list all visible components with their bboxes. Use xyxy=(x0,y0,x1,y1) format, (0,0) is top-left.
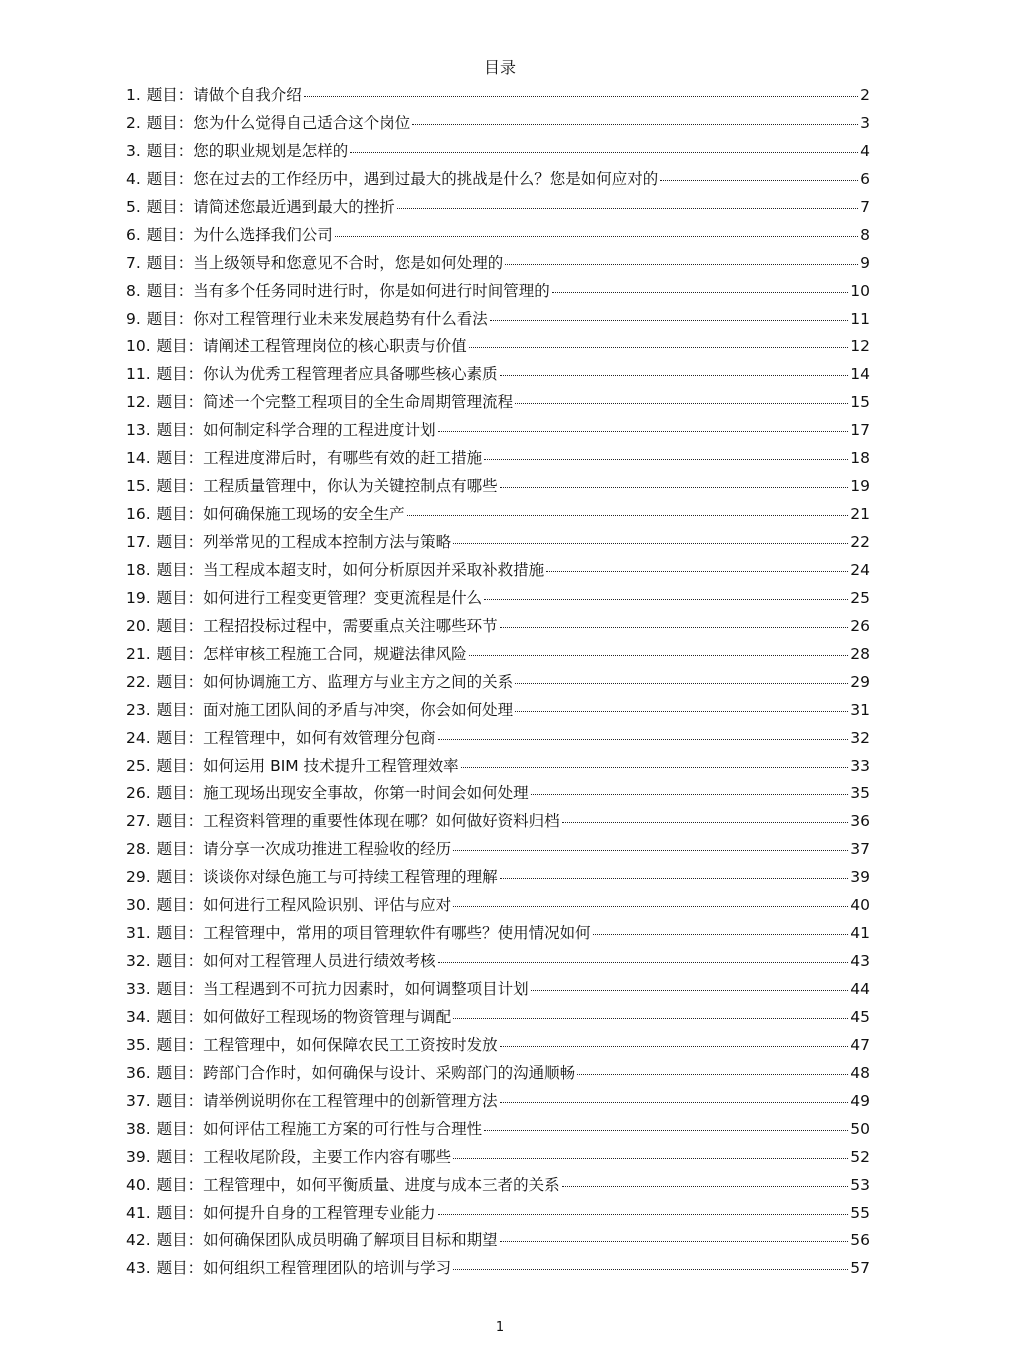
toc-entry-number: 37. xyxy=(126,1091,151,1110)
toc-dot-leader xyxy=(546,571,848,572)
toc-entry-page: 39 xyxy=(850,868,870,887)
toc-entry[interactable] xyxy=(126,1145,870,1173)
toc-entry-title: 题目：您的职业规划是怎样的 xyxy=(146,141,349,160)
toc-entry-page: 37 xyxy=(850,840,870,859)
toc-entry-page: 12 xyxy=(850,337,870,356)
toc-entry-number: 18. xyxy=(126,560,151,579)
toc-entry[interactable] xyxy=(126,474,870,502)
toc-entry-page: 47 xyxy=(850,1035,870,1054)
toc-entry[interactable] xyxy=(126,921,870,949)
toc-entry[interactable] xyxy=(126,698,870,726)
toc-entry-page: 55 xyxy=(850,1203,870,1222)
toc-dot-leader xyxy=(304,96,858,97)
toc-entry-title: 题目：工程招投标过程中，需要重点关注哪些环节 xyxy=(156,616,498,635)
toc-dot-leader xyxy=(350,152,858,153)
toc-entry[interactable] xyxy=(126,977,870,1005)
toc-entry-page: 48 xyxy=(850,1063,870,1082)
toc-entry-title: 题目：工程管理中，如何保障农民工工资按时发放 xyxy=(156,1035,498,1054)
toc-entry[interactable] xyxy=(126,279,870,307)
toc-entry[interactable] xyxy=(126,949,870,977)
toc-entry-page: 15 xyxy=(850,393,870,412)
toc-dot-leader xyxy=(500,1241,849,1242)
toc-entry-title: 题目：工程管理中，常用的项目管理软件有哪些？使用情况如何 xyxy=(156,924,591,943)
toc-dot-leader xyxy=(453,1269,848,1270)
toc-entry-page: 4 xyxy=(860,141,870,160)
toc-entry-page: 25 xyxy=(850,588,870,607)
toc-entry-title: 题目：如何确保施工现场的安全生产 xyxy=(156,505,405,524)
toc-dot-leader xyxy=(438,431,849,432)
toc-entry-number: 14. xyxy=(126,449,151,468)
toc-entry-number: 31. xyxy=(126,924,151,943)
toc-entry[interactable] xyxy=(126,809,870,837)
toc-entry-title: 题目：施工现场出现安全事故，你第一时间会如何处理 xyxy=(156,784,529,803)
toc-entry-title: 题目：如何确保团队成员明确了解项目目标和期望 xyxy=(156,1231,498,1250)
toc-entry-title: 题目：您在过去的工作经历中，遇到过最大的挑战是什么？您是如何应对的 xyxy=(146,169,659,188)
toc-entry[interactable] xyxy=(126,558,870,586)
toc-dot-leader xyxy=(438,962,849,963)
toc-entry[interactable] xyxy=(126,195,870,223)
toc-entry[interactable] xyxy=(126,614,870,642)
toc-entry-title: 题目：当工程成本超支时，如何分析原因并采取补救措施 xyxy=(156,560,545,579)
toc-entry-title: 题目：如何对工程管理人员进行绩效考核 xyxy=(156,952,436,971)
toc-entry-number: 3. xyxy=(126,141,141,160)
toc-entry-number: 1. xyxy=(126,86,141,104)
toc-entry-page: 26 xyxy=(850,616,870,635)
toc-dot-leader xyxy=(453,906,848,907)
toc-entry[interactable] xyxy=(126,307,870,335)
toc-entry[interactable] xyxy=(126,530,870,558)
toc-dot-leader xyxy=(461,767,849,768)
toc-entry-number: 36. xyxy=(126,1063,151,1082)
toc-entry-title: 题目：怎样审核工程施工合同，规避法律风险 xyxy=(156,644,467,663)
toc-entry-title: 题目：工程收尾阶段，主要工作内容有哪些 xyxy=(156,1147,452,1166)
toc-entry[interactable] xyxy=(126,418,870,446)
toc-entry[interactable] xyxy=(126,1089,870,1117)
toc-entry-number: 30. xyxy=(126,896,151,915)
toc-dot-leader xyxy=(453,850,848,851)
toc-entry-number: 29. xyxy=(126,868,151,887)
toc-entry-number: 22. xyxy=(126,672,151,691)
toc-entry[interactable] xyxy=(126,1201,870,1229)
toc-entry[interactable] xyxy=(126,390,870,418)
toc-entry-page: 35 xyxy=(850,784,870,803)
toc-entry[interactable] xyxy=(126,781,870,809)
toc-entry-number: 15. xyxy=(126,477,151,496)
toc-entry-title: 题目：如何提升自身的工程管理专业能力 xyxy=(156,1203,436,1222)
toc-entry-page: 7 xyxy=(860,197,870,216)
toc-title: 目录 xyxy=(483,58,516,77)
toc-entry-page: 14 xyxy=(850,365,870,384)
toc-entry-title: 题目：请做个自我介绍 xyxy=(146,86,302,104)
toc-entry-title: 题目：列举常见的工程成本控制方法与策略 xyxy=(156,533,452,551)
toc-dot-leader xyxy=(515,403,848,404)
toc-entry[interactable] xyxy=(126,251,870,279)
toc-entry-page: 56 xyxy=(850,1231,870,1250)
toc-entry[interactable] xyxy=(126,139,870,167)
toc-entry-number: 40. xyxy=(126,1175,151,1194)
toc-entry[interactable] xyxy=(126,1005,870,1033)
toc-entry-title: 题目：如何进行工程变更管理？变更流程是什么 xyxy=(156,588,483,607)
toc-entry-number: 24. xyxy=(126,728,151,747)
toc-entry-number: 10. xyxy=(126,337,151,356)
toc-dot-leader xyxy=(453,1018,848,1019)
toc-entry-page: 57 xyxy=(850,1259,870,1278)
toc-dot-leader xyxy=(335,236,858,237)
toc-entry-number: 26. xyxy=(126,784,151,803)
toc-entry-page: 22 xyxy=(850,533,870,551)
toc-dot-leader xyxy=(490,320,848,321)
toc-dot-leader xyxy=(484,459,848,460)
toc-dot-leader xyxy=(500,878,849,879)
toc-entry-number: 41. xyxy=(126,1203,151,1222)
toc-entry-title: 题目：如何制定科学合理的工程进度计划 xyxy=(156,421,436,440)
toc-entry[interactable] xyxy=(126,223,870,251)
toc-dot-leader xyxy=(397,208,858,209)
toc-entry[interactable] xyxy=(126,837,870,865)
toc-entry-page: 3 xyxy=(860,113,870,132)
toc-dot-leader xyxy=(438,739,849,740)
toc-dot-leader xyxy=(531,990,849,991)
toc-entry-page: 31 xyxy=(850,700,870,719)
toc-entry-title: 题目：工程进度滞后时，有哪些有效的赶工措施 xyxy=(156,449,483,468)
toc-entry-title: 题目：当工程遇到不可抗力因素时，如何调整项目计划 xyxy=(156,980,529,998)
toc-entry-number: 11. xyxy=(126,365,151,384)
toc-entry-title: 题目：当上级领导和您意见不合时，您是如何处理的 xyxy=(146,253,504,272)
toc-entry-number: 27. xyxy=(126,812,151,831)
toc-dot-leader xyxy=(500,375,849,376)
toc-entry[interactable] xyxy=(126,1033,870,1061)
toc-entry-number: 13. xyxy=(126,421,151,440)
toc-entry-number: 38. xyxy=(126,1119,151,1138)
toc-entry-number: 12. xyxy=(126,393,151,412)
toc-entry[interactable] xyxy=(126,670,870,698)
toc-entry[interactable] xyxy=(126,502,870,530)
toc-dot-leader xyxy=(500,1046,849,1047)
toc-entry-title: 题目：当有多个任务同时进行时，你是如何进行时间管理的 xyxy=(146,281,550,300)
toc-entry-title: 题目：如何运用 BIM 技术提升工程管理效率 xyxy=(156,756,459,775)
toc-entry-title: 题目：工程管理中，如何平衡质量、进度与成本三者的关系 xyxy=(156,1175,560,1194)
toc-dot-leader xyxy=(593,934,849,935)
toc-entry-title: 题目：请简述您最近遇到最大的挫折 xyxy=(146,197,395,216)
toc-entry-number: 2. xyxy=(126,113,141,132)
toc-entry-page: 2 xyxy=(860,86,870,104)
toc-entry-number: 21. xyxy=(126,644,151,663)
toc-dot-leader xyxy=(469,655,849,656)
toc-entry-title: 题目：请分享一次成功推进工程验收的经历 xyxy=(156,840,452,859)
toc-dot-leader xyxy=(412,124,858,125)
toc-entry-title: 题目：如何协调施工方、监理方与业主方之间的关系 xyxy=(156,672,514,691)
toc-entry-number: 16. xyxy=(126,505,151,524)
toc-entry-page: 32 xyxy=(850,728,870,747)
toc-entry-number: 4. xyxy=(126,169,141,188)
toc-entry[interactable] xyxy=(126,362,870,390)
toc-entry[interactable] xyxy=(126,1117,870,1145)
toc-entry[interactable] xyxy=(126,1256,870,1284)
toc-entry-number: 8. xyxy=(126,281,141,300)
toc-entry[interactable] xyxy=(126,1228,870,1256)
toc-dot-leader xyxy=(515,711,848,712)
toc-entry[interactable] xyxy=(126,1173,870,1201)
toc-entry-title: 题目：面对施工团队间的矛盾与冲突，你会如何处理 xyxy=(156,700,514,719)
toc-entry-title: 题目：简述一个完整工程项目的全生命周期管理流程 xyxy=(156,393,514,412)
toc-entry-number: 39. xyxy=(126,1147,151,1166)
toc-entry-page: 8 xyxy=(860,225,870,244)
toc-entry-title: 题目：如何组织工程管理团队的培训与学习 xyxy=(156,1259,452,1278)
toc-dot-leader xyxy=(453,543,848,544)
toc-entry[interactable] xyxy=(126,111,870,139)
toc-entry-page: 44 xyxy=(850,980,870,998)
toc-entry-number: 23. xyxy=(126,700,151,719)
toc-dot-leader xyxy=(469,347,849,348)
toc-entry-title: 题目：请阐述工程管理岗位的核心职责与价值 xyxy=(156,337,467,356)
toc-entry-number: 7. xyxy=(126,253,141,272)
toc-entry-page: 53 xyxy=(850,1175,870,1194)
toc-entry-page: 52 xyxy=(850,1147,870,1166)
toc-entry-number: 9. xyxy=(126,309,141,328)
toc-entry[interactable] xyxy=(126,446,870,474)
toc-entry-page: 29 xyxy=(850,672,870,691)
toc-entry[interactable] xyxy=(126,586,870,614)
toc-dot-leader xyxy=(562,1186,849,1187)
toc-entry-page: 11 xyxy=(850,309,870,328)
toc-entry[interactable] xyxy=(126,754,870,782)
toc-entry-number: 42. xyxy=(126,1231,151,1250)
toc-entry-title: 题目：谈谈你对绿色施工与可持续工程管理的理解 xyxy=(156,868,498,887)
toc-dot-leader xyxy=(407,515,849,516)
toc-entry-page: 33 xyxy=(850,756,870,775)
toc-entry-number: 6. xyxy=(126,225,141,244)
toc-entry-title: 题目：如何做好工程现场的物资管理与调配 xyxy=(156,1007,452,1026)
toc-dot-leader xyxy=(562,822,849,823)
toc-entry-number: 35. xyxy=(126,1035,151,1054)
toc-entry-number: 28. xyxy=(126,840,151,859)
toc-entry-title: 题目：工程管理中，如何有效管理分包商 xyxy=(156,728,436,747)
toc-entry-page: 17 xyxy=(850,421,870,440)
toc-entry-page: 49 xyxy=(850,1091,870,1110)
toc-entry-title: 题目：工程资料管理的重要性体现在哪？如何做好资料归档 xyxy=(156,812,560,831)
toc-entry-title: 题目：请举例说明你在工程管理中的创新管理方法 xyxy=(156,1091,498,1110)
toc-list xyxy=(126,83,870,1284)
toc-entry-number: 25. xyxy=(126,756,151,775)
page-number: 1 xyxy=(495,1320,505,1335)
toc-dot-leader xyxy=(438,1214,849,1215)
toc-entry-page: 28 xyxy=(850,644,870,663)
toc-entry-number: 19. xyxy=(126,588,151,607)
toc-entry-title: 题目：如何进行工程风险识别、评估与应对 xyxy=(156,896,452,915)
toc-entry-number: 33. xyxy=(126,980,151,998)
toc-entry-page: 19 xyxy=(850,477,870,496)
toc-entry-number: 34. xyxy=(126,1007,151,1026)
toc-entry-title: 题目：为什么选择我们公司 xyxy=(146,225,333,244)
toc-entry-page: 36 xyxy=(850,812,870,831)
toc-entry-page: 50 xyxy=(850,1119,870,1138)
toc-dot-leader xyxy=(484,599,848,600)
toc-entry-page: 40 xyxy=(850,896,870,915)
toc-entry[interactable] xyxy=(126,893,870,921)
toc-dot-leader xyxy=(577,1074,848,1075)
toc-entry-number: 32. xyxy=(126,952,151,971)
toc-dot-leader xyxy=(552,292,848,293)
toc-entry[interactable] xyxy=(126,83,870,111)
toc-entry[interactable] xyxy=(126,334,870,362)
toc-entry-page: 6 xyxy=(860,169,870,188)
toc-entry-page: 45 xyxy=(850,1007,870,1026)
toc-dot-leader xyxy=(505,264,858,265)
toc-entry-page: 24 xyxy=(850,560,870,579)
toc-entry-page: 43 xyxy=(850,952,870,971)
toc-entry-number: 5. xyxy=(126,197,141,216)
toc-entry-title: 题目：工程质量管理中，你认为关键控制点有哪些 xyxy=(156,477,498,496)
toc-entry-title: 题目：如何评估工程施工方案的可行性与合理性 xyxy=(156,1119,483,1138)
toc-entry-page: 9 xyxy=(860,253,870,272)
toc-dot-leader xyxy=(453,1158,848,1159)
toc-entry-number: 17. xyxy=(126,533,151,551)
toc-dot-leader xyxy=(500,487,849,488)
toc-entry-number: 20. xyxy=(126,616,151,635)
toc-entry-page: 41 xyxy=(850,924,870,943)
toc-dot-leader xyxy=(500,1102,849,1103)
toc-entry-title: 题目：跨部门合作时，如何确保与设计、采购部门的沟通顺畅 xyxy=(156,1063,576,1082)
toc-entry-page: 21 xyxy=(850,505,870,524)
toc-dot-leader xyxy=(531,794,849,795)
toc-dot-leader xyxy=(515,683,848,684)
toc-entry[interactable] xyxy=(126,642,870,670)
toc-dot-leader xyxy=(500,627,849,628)
toc-entry-page: 18 xyxy=(850,449,870,468)
toc-entry[interactable] xyxy=(126,167,870,195)
toc-entry-number: 43. xyxy=(126,1259,151,1278)
toc-entry[interactable] xyxy=(126,726,870,754)
toc-entry-title: 题目：您为什么觉得自己适合这个岗位 xyxy=(146,113,411,132)
toc-entry[interactable] xyxy=(126,865,870,893)
toc-entry-title: 题目：你认为优秀工程管理者应具备哪些核心素质 xyxy=(156,365,498,384)
toc-entry-page: 10 xyxy=(850,281,870,300)
toc-entry[interactable] xyxy=(126,1061,870,1089)
toc-entry-title: 题目：你对工程管理行业未来发展趋势有什么看法 xyxy=(146,309,488,328)
toc-dot-leader xyxy=(660,180,858,181)
toc-dot-leader xyxy=(484,1130,848,1131)
